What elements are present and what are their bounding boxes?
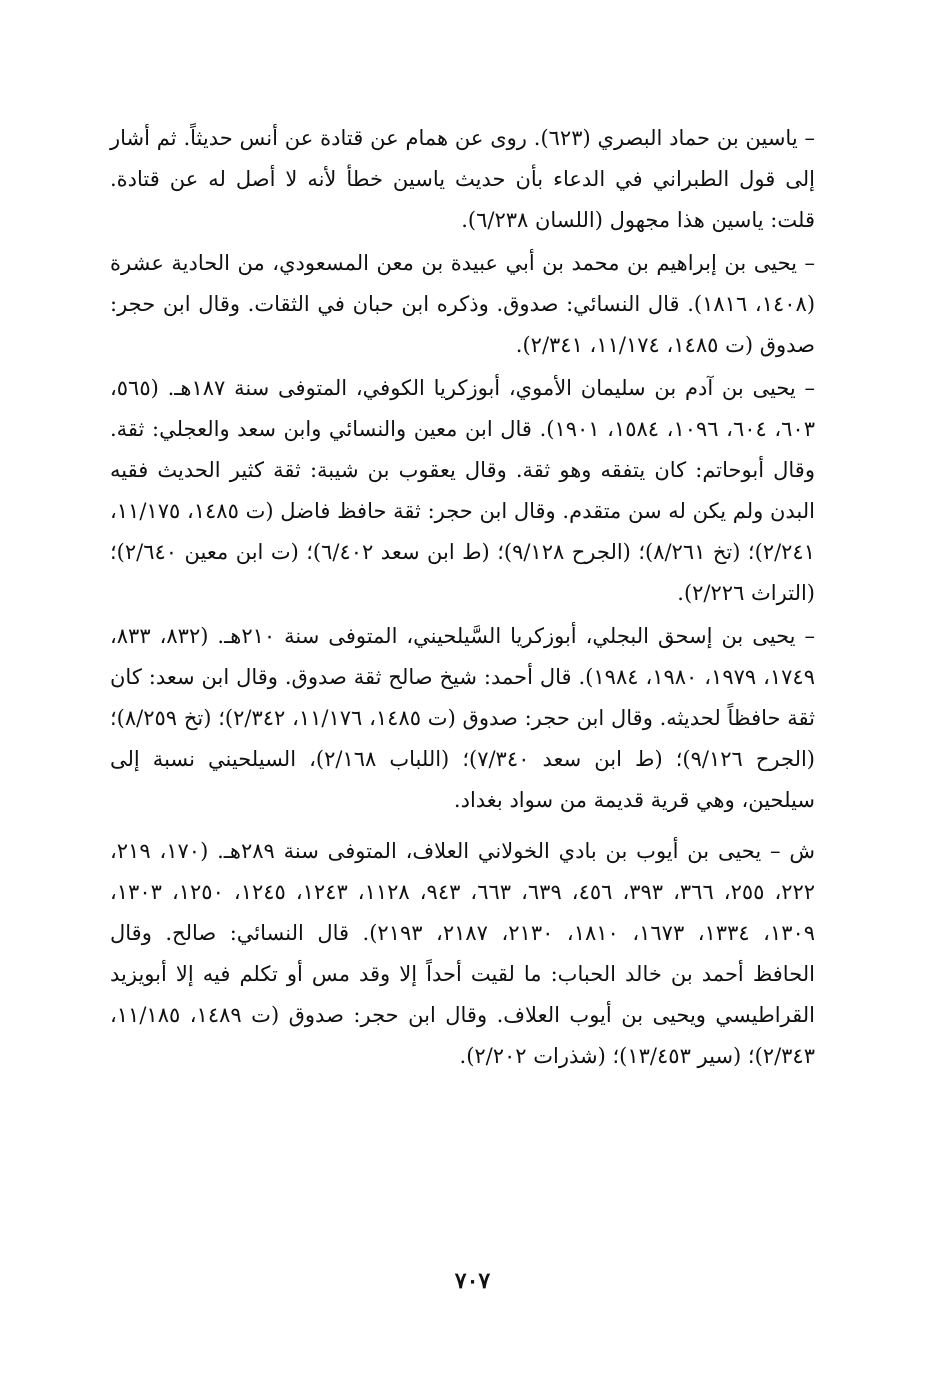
entry-yahya-ibn-ayyub: ش – يحيى بن أيوب بن بادي الخولاني العلاف، المتوفى سنة ٢٨٩هـ. (١٧٠، ٢١٩، ٢٢٢، ٢٥٥، ٣٦٦، ٣٩٣، ٤٥٦، ٦٣٩، ٦٦٣، ٩٤٣، ١١٢٨، ١٢٤٣، ١٢٤٥، ١٢٥٠، ١٣٠٣، ١٣٠٩، ١٣٣٤، ١٦٧٣، ١٨١٠، ٢١٣٠، ٢١٨٧، ٢١٩٣). قال النسائي: صالح. وقال الحافظ أحمد بن خالد الحباب: ما لقيت أحداً إلا وقد مس أو تكلم فيه إلا أبويزيد القراطيسي ويحيى بن أيوب العلاف. وقال ابن حجر: صدوق (ت ١٤٨٩، ١١/١٨٥، ٢/٣٤٣)؛ (سير ١٣/٤٥٣)؛ (شذرات ٢/٢٠٢).: [110, 839, 816, 1068]
page-body: [110, 118, 815, 1079]
entry-yahya-ibn-adam: – يحيى بن آدم بن سليمان الأموي، أبوزكريا الكوفي، المتوفى سنة ١٨٧هـ. (٥٦٥، ٦٠٣، ٦٠٤، ١٠٩٦، ١٥٨٤، ١٩٠١). قال ابن معين والنسائي وابن سعد والعجلي: ثقة. وقال أبوحاتم: كان يتفقه وهو ثقة. وقال يعقوب بن شيبة: ثقة كثير الحديث فقيه البدن ولم يكن له سن متقدم. وقال ابن حجر: ثقة حافظ فاضل (ت ١٤٨٥، ١١/١٧٥، ٢/٢٤١)؛ (تخ ٨/٢٦١)؛ (الجرح ٩/١٢٨)؛ (ط ابن سعد ٦/٤٠٢)؛ (ت ابن معين ٢/٦٤٠)؛ (التراث ٢/٢٢٦).: [110, 376, 815, 605]
entry-yahya-ibn-ibrahim: – يحيى بن إبراهيم بن محمد بن أبي عبيدة بن معن المسعودي، من الحادية عشرة (١٤٠٨، ١٨١٦). قال النسائي: صدوق. وذكره ابن حبان في الثقات. وقال ابن حجر: صدوق (ت ١٤٨٥، ١١/١٧٤، ٢/٣٤١).: [110, 251, 816, 357]
entry-yahya-ibn-ishaq: – يحيى بن إسحق البجلي، أبوزكريا السَّيلحيني، المتوفى سنة ٢١٠هـ. (٨٣٢، ٨٣٣، ١٧٤٩، ١٩٧٩، ١٩٨٠، ١٩٨٤). قال أحمد: شيخ صالح ثقة صدوق. وقال ابن سعد: كان ثقة حافظاً لحديثه. وقال ابن حجر: صدوق (ت ١٤٨٥، ١١/١٧٦، ٢/٣٤٢)؛ (تخ ٨/٢٥٩)؛ (الجرح ٩/١٢٦)؛ (ط ابن سعد ٧/٣٤٠)؛ (اللباب ٢/١٦٨)، السيلحيني نسبة إلى سيلحين، وهي قرية قديمة من سواد بغداد.: [110, 624, 816, 812]
entry-yasin-ibn-hammad: – ياسين بن حماد البصري (٦٢٣). روى عن همام عن قتادة عن أنس حديثاً. ثم أشار إلى قول الطبراني في الدعاء بأن حديث ياسين خطأ لأنه لا أصل له عن قتادة. قلت: ياسين هذا مجهول (اللسان ٦/٢٣٨).: [110, 126, 815, 232]
page-number: ٧٠٧: [454, 1268, 491, 1294]
